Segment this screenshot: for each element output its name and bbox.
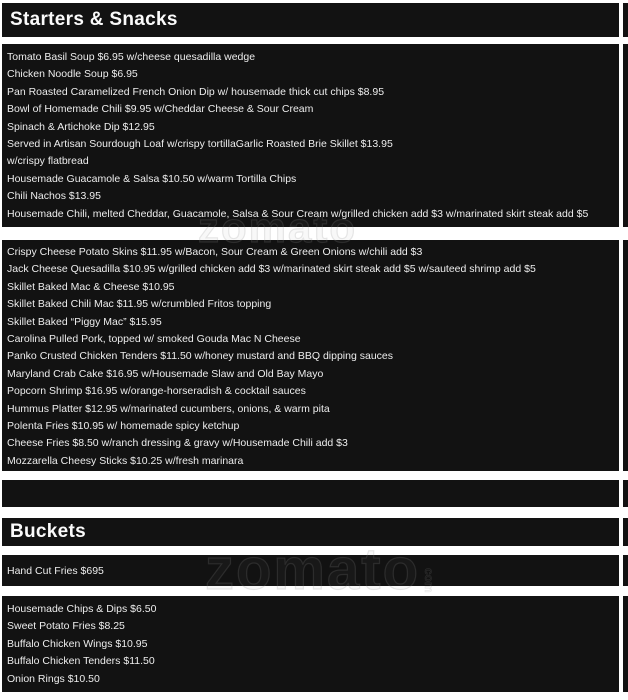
menu-item: Skillet Baked Chili Mac $11.95 w/crumbled Fritos topping bbox=[7, 298, 272, 311]
buckets-items-block-1 bbox=[2, 555, 619, 586]
next-column-block bbox=[623, 555, 628, 586]
menu-item: Bowl of Homemade Chili $9.95 w/Cheddar Cheese & Sour Cream bbox=[7, 103, 314, 116]
menu-item: Skillet Baked “Piggy Mac” $15.95 bbox=[7, 315, 162, 328]
menu-item: Chicken Noodle Soup $6.95 bbox=[7, 68, 138, 81]
starters-items-block-2 bbox=[2, 240, 619, 471]
menu-item: Housemade Chili, melted Cheddar, Guacamole, Salsa & Sour Cream w/grilled chicken add $3 w/marinated skirt steak add $5 bbox=[7, 207, 589, 220]
menu-item: Hand Cut Fries $695 bbox=[7, 565, 104, 577]
watermark-text: zomato bbox=[198, 204, 357, 251]
section-title: Starters & Snacks bbox=[10, 9, 178, 30]
next-column-edge bbox=[623, 3, 628, 692]
next-column-block bbox=[623, 240, 628, 471]
menu-item: Cheese Fries $8.50 w/ranch dressing & gravy w/Housemade Chili add $3 bbox=[7, 437, 348, 450]
menu-item: Onion Rings $10.50 bbox=[7, 672, 100, 685]
menu-item: Skillet Baked Mac & Cheese $10.95 bbox=[7, 280, 175, 293]
section-header-starters bbox=[2, 3, 619, 37]
next-column-block bbox=[623, 44, 628, 227]
next-column-block bbox=[623, 596, 628, 692]
menu-item: Hummus Platter $12.95 w/marinated cucumbers, onions, & warm pita bbox=[7, 402, 330, 415]
menu-item: Chili Nachos $13.95 bbox=[7, 190, 101, 203]
menu-item: Maryland Crab Cake $16.95 w/Housemade Slaw and Old Bay Mayo bbox=[7, 367, 324, 380]
section-title: Buckets bbox=[10, 521, 87, 542]
menu-item: Pan Roasted Caramelized French Onion Dip w/ housemade thick cut chips $8.95 bbox=[7, 85, 385, 98]
menu-item: Tomato Basil Soup $6.95 w/cheese quesadilla wedge bbox=[7, 51, 256, 63]
menu-item: w/crispy flatbread bbox=[7, 155, 89, 168]
menu-item: Polenta Fries $10.95 w/ homemade spicy ketchup bbox=[7, 420, 240, 433]
next-column-block bbox=[623, 518, 628, 546]
menu-item: Buffalo Chicken Wings $10.95 bbox=[7, 637, 148, 650]
menu-item: Housemade Guacamole & Salsa $10.50 w/warm Tortilla Chips bbox=[7, 172, 297, 185]
section-header-buckets bbox=[2, 518, 619, 546]
buckets-items-block-2 bbox=[2, 596, 619, 692]
next-column-block bbox=[623, 480, 628, 507]
menu-item: Panko Crusted Chicken Tenders $11.50 w/honey mustard and BBQ dipping sauces bbox=[7, 350, 394, 363]
next-column-block bbox=[623, 3, 628, 37]
starters-items-block-1 bbox=[2, 44, 619, 227]
menu-item: Sweet Potato Fries $8.25 bbox=[7, 620, 125, 633]
menu-item: Mozzarella Cheesy Sticks $10.25 w/fresh marinara bbox=[7, 454, 244, 467]
menu-item: Jack Cheese Quesadilla $10.95 w/grilled chicken add $3 w/marinated skirt steak add $5 w/sauteed shrimp add $5 bbox=[7, 263, 536, 276]
menu-item: Carolina Pulled Pork, topped w/ smoked Gouda Mac N Cheese bbox=[7, 333, 301, 346]
menu-item: Housemade Chips & Dips $6.50 bbox=[7, 603, 157, 615]
menu-item: Crispy Cheese Potato Skins $11.95 w/Bacon, Sour Cream & Green Onions w/chili add $3 bbox=[7, 246, 423, 258]
menu-item: Spinach & Artichoke Dip $12.95 bbox=[7, 120, 155, 133]
menu-item: Served in Artisan Sourdough Loaf w/crispy tortillaGarlic Roasted Brie Skillet $13.95 bbox=[7, 138, 393, 151]
menu-column bbox=[2, 3, 619, 692]
menu-item: Buffalo Chicken Tenders $11.50 bbox=[7, 655, 155, 668]
menu-item: Popcorn Shrimp $16.95 w/orange-horseradish & cocktail sauces bbox=[7, 385, 306, 398]
empty-section-bar bbox=[2, 480, 619, 507]
